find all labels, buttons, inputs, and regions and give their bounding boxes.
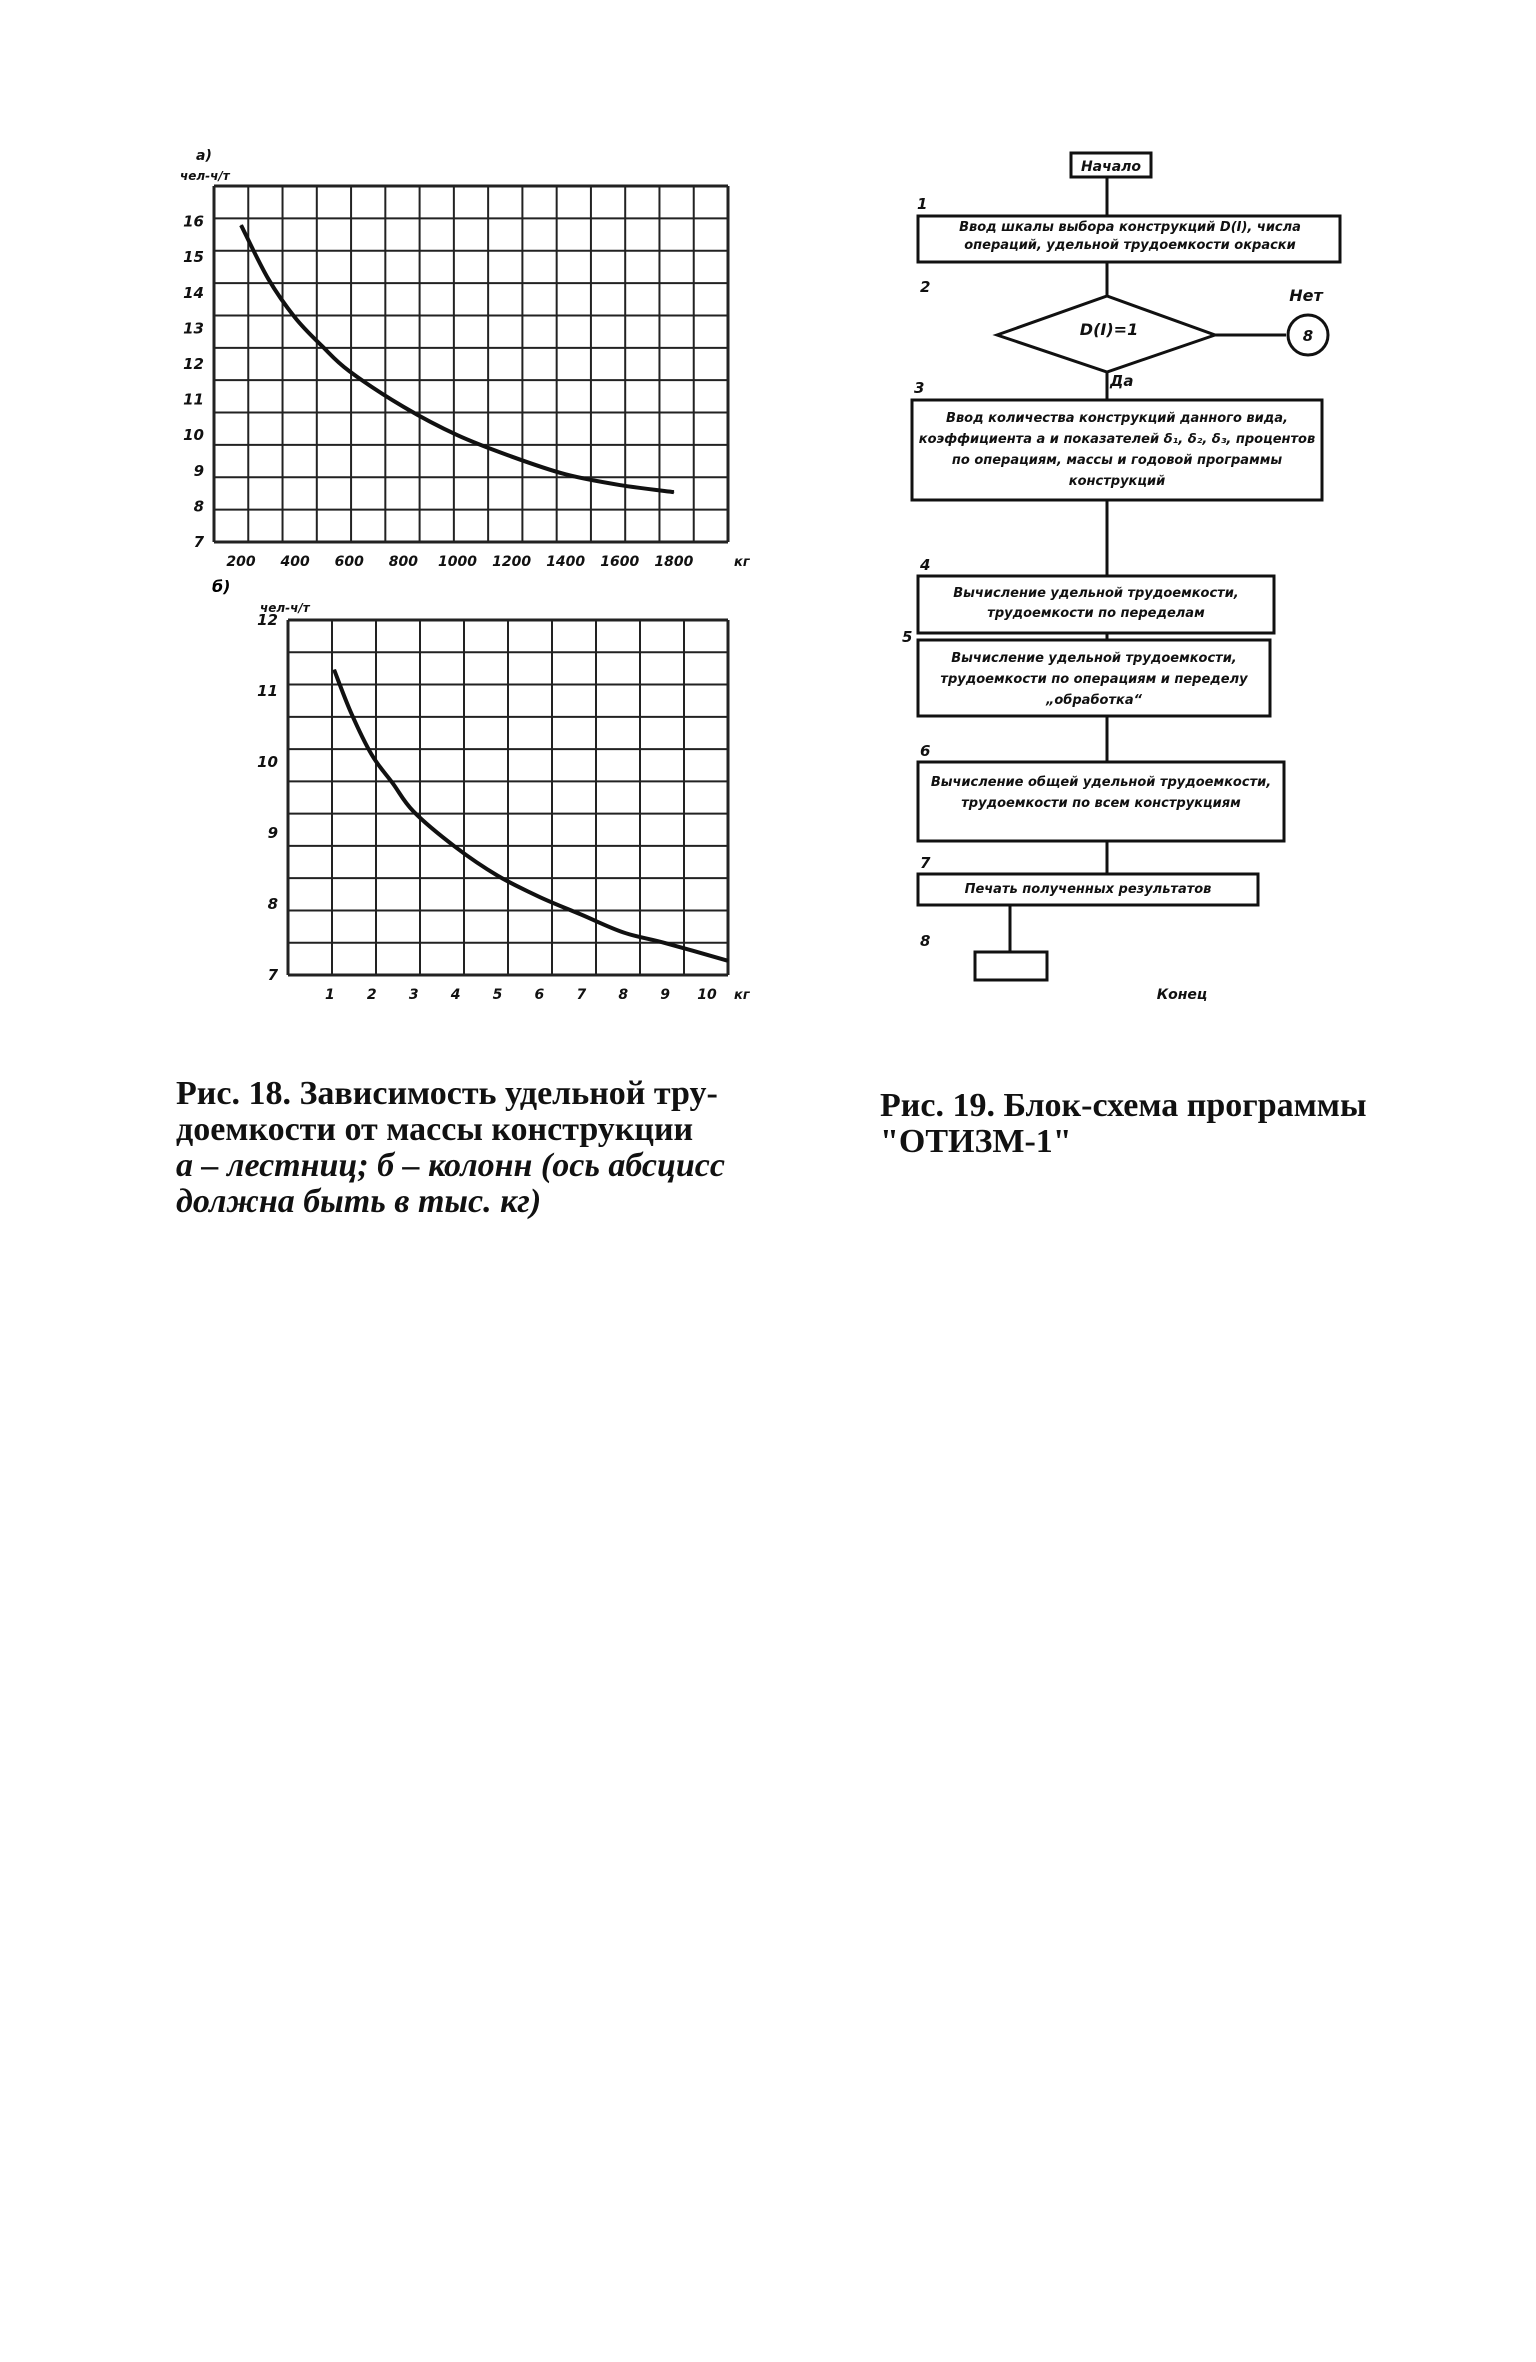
x-tick-label: 5 bbox=[492, 987, 503, 1003]
yes-label: Да bbox=[1110, 372, 1134, 390]
x-tick-label: 7 bbox=[576, 987, 587, 1003]
y-tick-label: 7 bbox=[193, 533, 204, 551]
step7-text: Печать полученных результатов bbox=[964, 882, 1212, 897]
step5-text: Вычисление удельной трудоемкости, трудоемкости по операциям и переделу „обработка“ bbox=[940, 651, 1248, 708]
x-tick-label: 600 bbox=[334, 554, 364, 570]
y-tick-label: 13 bbox=[183, 319, 204, 338]
step1-text: Ввод шкалы выбора конструкций D(I), числа операций, удельной трудоемкости окраски bbox=[959, 220, 1301, 253]
x-axis-label: кг bbox=[734, 988, 750, 1003]
y-tick-label: 8 bbox=[193, 497, 204, 516]
x-tick-label: 1000 bbox=[437, 554, 477, 570]
y-tick-label: 10 bbox=[183, 426, 204, 445]
y-tick-label: 14 bbox=[183, 283, 204, 302]
x-tick-label: 3 bbox=[408, 987, 419, 1003]
start-label: Начало bbox=[1080, 159, 1142, 175]
x-tick-label: 2 bbox=[366, 987, 377, 1003]
panel-b-label: б) bbox=[212, 577, 231, 596]
x-tick-label: 9 bbox=[660, 987, 671, 1003]
x-tick-label: 6 bbox=[534, 987, 545, 1003]
step1-number: 1 bbox=[917, 195, 928, 213]
x-tick-label: 200 bbox=[226, 554, 256, 570]
y-tick-label: 12 bbox=[257, 611, 278, 629]
x-axis-label: кг bbox=[734, 555, 750, 570]
x-tick-label: 400 bbox=[280, 554, 310, 570]
step6-number: 6 bbox=[920, 742, 931, 760]
y-tick-label: 15 bbox=[183, 248, 204, 267]
figure-18-caption-italic: а – лестниц; б – колонн (ось абсцисс должна быть в тыс. кг) bbox=[176, 1147, 725, 1220]
y-tick-label: 11 bbox=[183, 390, 204, 409]
step6-text: Вычисление общей удельной трудоемкости, трудоемкости по всем конструкциям bbox=[930, 775, 1272, 811]
y-tick-label: 12 bbox=[183, 355, 204, 373]
figure-19-caption-text: Рис. 19. Блок-схема программы "ОТИЗМ-1" bbox=[880, 1087, 1367, 1160]
x-tick-label: 10 bbox=[697, 987, 717, 1003]
step3-text: Ввод количества конструкций данного вида, коэффициента а и показателей δ₁, δ₂, δ₃, процентов по операциям, массы и годовой программы конструкций bbox=[918, 411, 1316, 489]
y-axis-label: чел-ч/т bbox=[260, 601, 310, 615]
y-tick-label: 10 bbox=[257, 753, 278, 771]
y-tick-label: 16 bbox=[183, 212, 204, 231]
no-label: Нет bbox=[1289, 286, 1323, 305]
x-tick-label: 1800 bbox=[654, 554, 694, 570]
x-tick-label: 4 bbox=[450, 987, 461, 1003]
y-axis-label: чел-ч/т bbox=[180, 169, 230, 183]
step4-text: Вычисление удельной трудоемкости, трудоемкости по переделам bbox=[953, 586, 1239, 621]
x-tick-label: 1400 bbox=[546, 554, 586, 570]
y-tick-label: 9 bbox=[193, 461, 204, 480]
x-tick-label: 800 bbox=[388, 554, 418, 570]
y-tick-label: 9 bbox=[267, 824, 278, 842]
end-label: Конец bbox=[1156, 987, 1208, 1003]
step2-number: 2 bbox=[920, 278, 931, 296]
y-tick-label: 8 bbox=[267, 895, 278, 913]
x-tick-label: 1 bbox=[325, 987, 335, 1003]
figure-18-caption bbox=[176, 1076, 804, 1220]
x-tick-label: 8 bbox=[618, 987, 629, 1003]
step4-number: 4 bbox=[920, 556, 931, 574]
figure-18-caption-bold: Рис. 18. Зависимость удельной тру- доемкости от массы конструкции bbox=[176, 1075, 718, 1148]
step5-number: 5 bbox=[902, 628, 913, 646]
figure-19-caption bbox=[880, 1088, 1380, 1160]
figure-19-flowchart bbox=[0, 0, 1536, 1100]
decision-label: D(I)=1 bbox=[1079, 320, 1139, 339]
connector-label: 8 bbox=[1302, 327, 1314, 345]
step8-number: 8 bbox=[920, 932, 931, 950]
step7-number: 7 bbox=[920, 854, 931, 872]
y-tick-label: 11 bbox=[257, 682, 278, 700]
end-terminal bbox=[975, 952, 1047, 980]
step3-number: 3 bbox=[914, 379, 925, 397]
x-tick-label: 1600 bbox=[600, 554, 640, 570]
y-tick-label: 7 bbox=[267, 966, 278, 984]
x-tick-label: 1200 bbox=[492, 554, 532, 570]
panel-a-label: а) bbox=[196, 148, 212, 164]
